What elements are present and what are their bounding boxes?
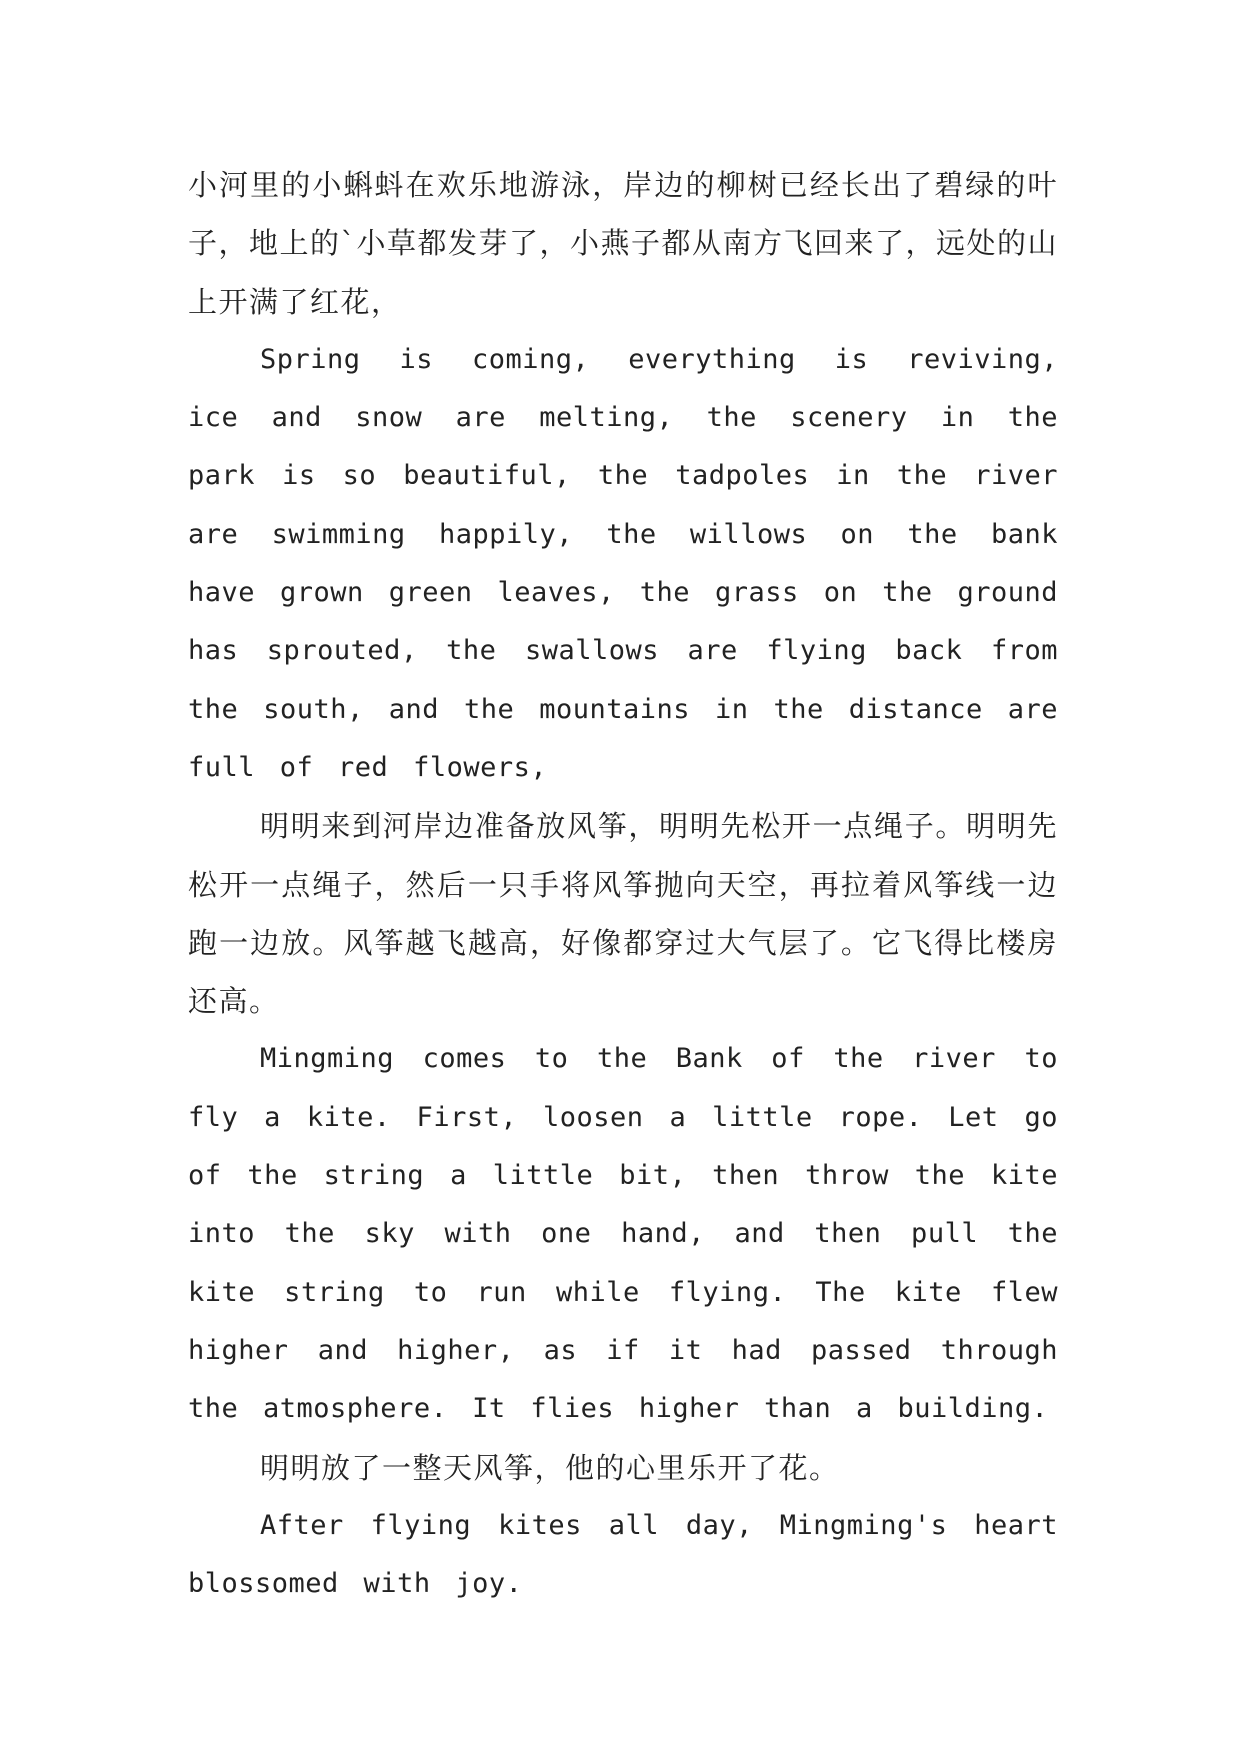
paragraph-zh-joy: 明明放了一整天风筝，他的心里乐开了花。 [260, 1450, 840, 1485]
paragraph-en-joy: After flying kites all day, Mingming's heart blossomed with joy. [188, 1509, 1058, 1600]
paragraph-en-spring: Spring is coming, everything is reviving, ice and snow are melting, the scenery in the park is so beautiful, the tadpoles in the river are swimming happily, the willows on the bank have grown green leaves, the grass on the ground has sprouted, the swallows are flying back from the south, and the mountains in the distance are full of red flowers, [188, 343, 1058, 783]
paragraph-zh-spring: 小河里的小蝌蚪在欢乐地游泳，岸边的柳树已经长出了碧绿的叶子，地上的`小草都发芽了，小燕子都从南方飞回来了，远处的山上开满了红花， [188, 168, 1059, 319]
body-text [188, 156, 1058, 1613]
paragraph-en-kite: Mingming comes to the Bank of the river to fly a kite. First, loosen a little rope. Let go of the string a little bit, then throw the kite into the sky with one hand, and then pull the kite string to run while flying. The kite flew higher and higher, as if it had passed through the atmosphere. It flies higher than a building. [188, 1043, 1058, 1425]
paragraph-zh-kite: 明明来到河岸边准备放风筝，明明先松开一点绳子。明明先松开一点绳子，然后一只手将风筝抛向天空，再拉着风筝线一边跑一边放。风筝越飞越高，好像都穿过大气层了。它飞得比楼房还高。 [188, 809, 1058, 1019]
